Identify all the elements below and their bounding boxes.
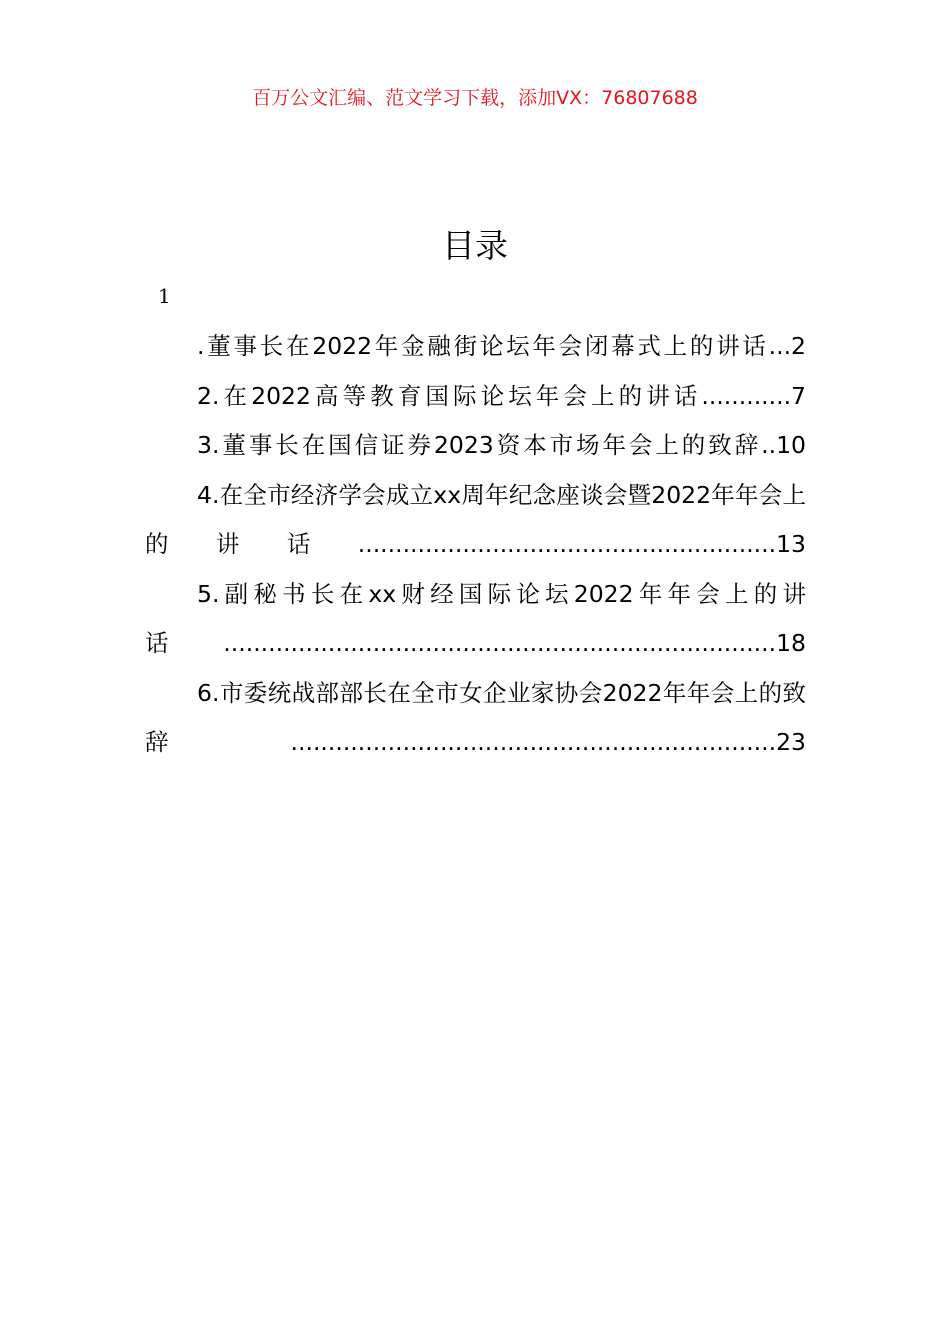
page-title: 目录 [442,226,508,265]
header-note: 百万公文汇编、范文学习下载，添加VX：76807688 [252,87,698,109]
toc-entry-1[interactable]: .董事长在2022年金融街论坛年会闭幕式上的讲话...2 [197,332,806,360]
table-of-contents [145,322,806,768]
toc-entry-4[interactable]: 4.在全市经济学会成立xx周年纪念座谈会暨2022年年会上的讲话........................................................13 [145,480,806,558]
toc-entry-2[interactable]: 2.在2022高等教育国际论坛年会上的讲话............7 [197,381,806,410]
stray-number: 1 [158,284,171,308]
toc-entry-6[interactable]: 6.市委统战部部长在全市女企业家协会2022年年会上的致辞.................................................................23 [145,678,806,756]
toc-entry-5[interactable]: 5.副秘书长在xx财经国际论坛2022年年会上的讲话..........................................................................18 [145,579,806,657]
toc-entry-3[interactable]: 3.董事长在国信证券2023资本市场年会上的致辞..10 [197,431,806,459]
